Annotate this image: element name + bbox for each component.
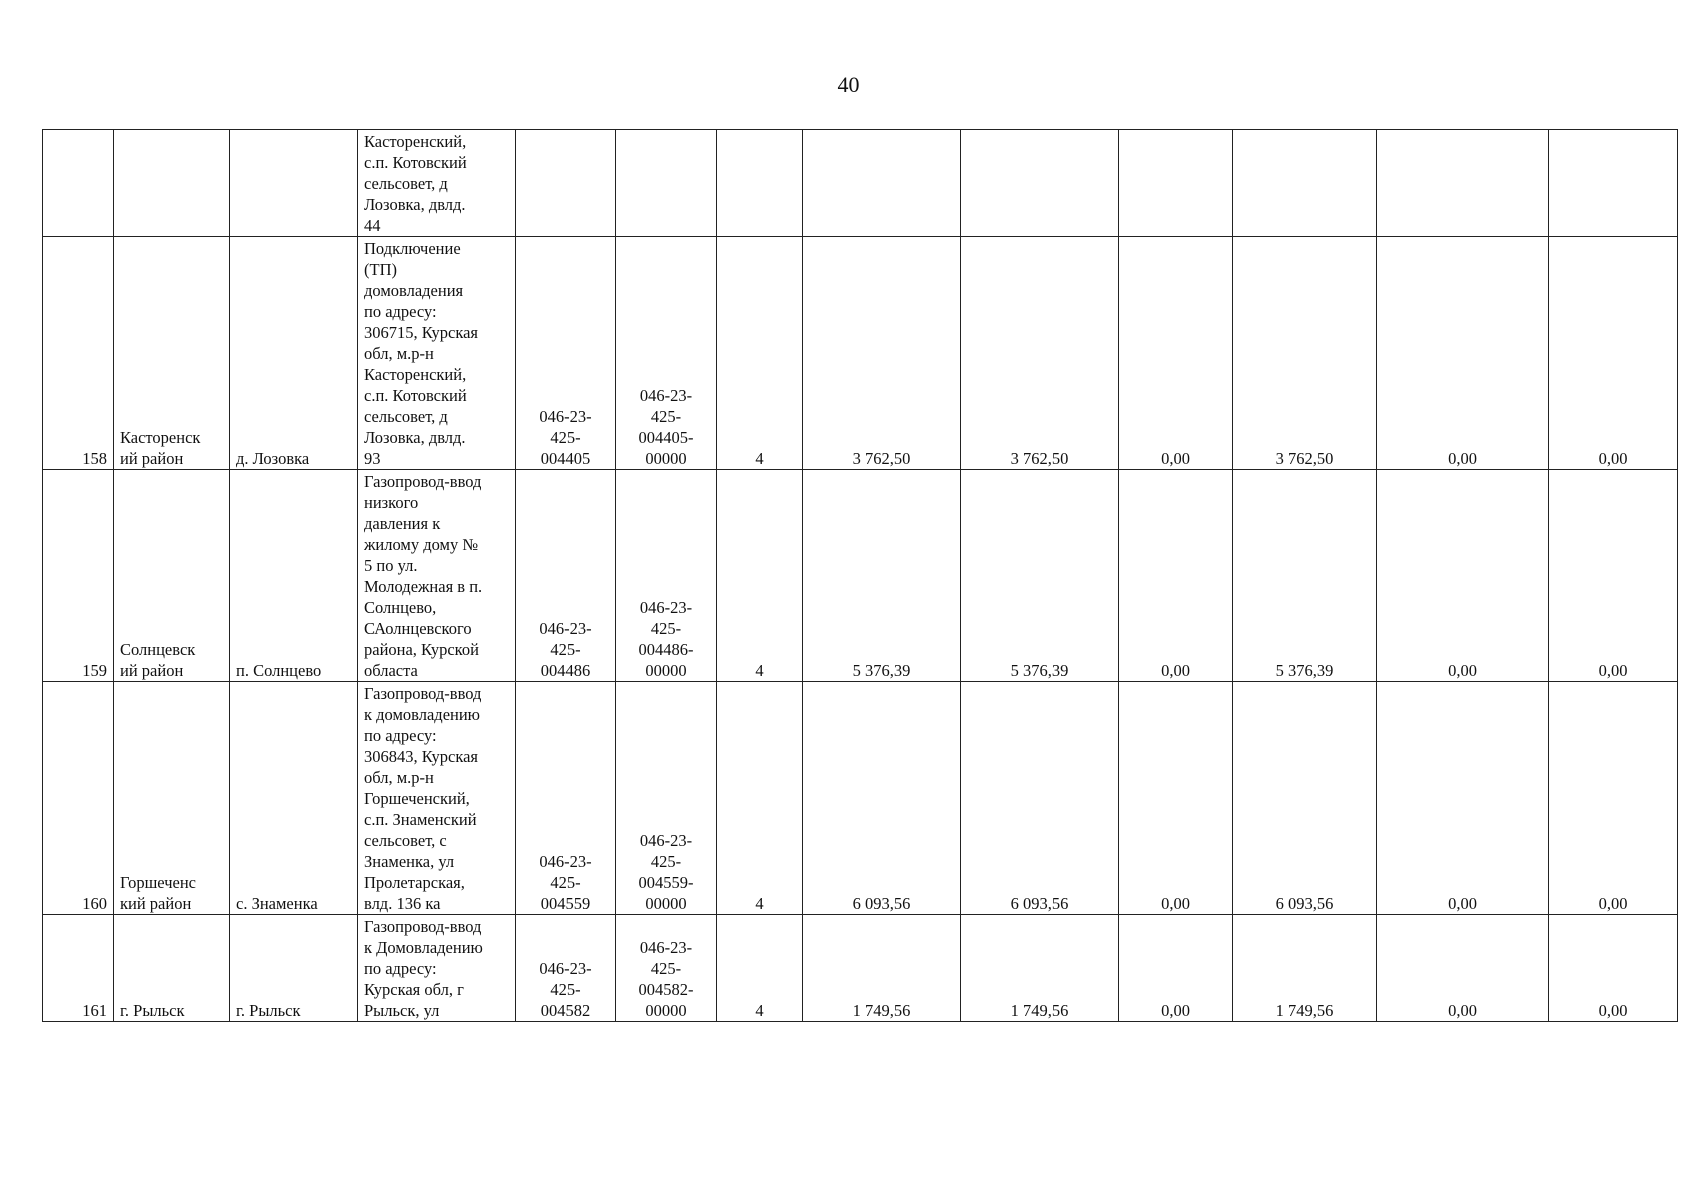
settlement-cell: д. Лозовка bbox=[230, 237, 358, 470]
table-row bbox=[43, 470, 1678, 682]
code-text: 046-23- 425- 004559 bbox=[539, 852, 592, 913]
value-cell: 6 093,56 bbox=[1233, 682, 1377, 915]
value-cell: 5 376,39 bbox=[961, 470, 1119, 682]
code-cell bbox=[516, 237, 616, 470]
district-text: Горшеченс кий район bbox=[120, 873, 196, 913]
value-cell: 6 093,56 bbox=[961, 682, 1119, 915]
full-code-cell bbox=[616, 470, 717, 682]
value-cell: 0,00 bbox=[1119, 470, 1233, 682]
value-cell: 1 749,56 bbox=[803, 915, 961, 1022]
district-cell bbox=[114, 130, 230, 237]
full-code-text: 046-23- 425- 004582- 00000 bbox=[638, 938, 694, 1020]
district-cell bbox=[114, 237, 230, 470]
object-description-cell bbox=[358, 130, 516, 237]
code-text: 046-23- 425- 004486 bbox=[539, 619, 592, 680]
value-cell: 0,00 bbox=[1377, 915, 1549, 1022]
value-cell bbox=[1233, 130, 1377, 237]
full-code-text: 046-23- 425- 004559- 00000 bbox=[638, 831, 694, 913]
object-description-text: Касторенский, с.п. Котовский сельсовет, д Лозовка, двлд. 44 bbox=[364, 132, 467, 235]
district-cell bbox=[114, 915, 230, 1022]
object-description-text: Газопровод-ввод к домовладению по адресу: 306843, Курская обл, м.р-н Горшеченский, с.п. Знаменский сельсовет, с Знаменка, ул Пролетарская, влд. 136 ка bbox=[364, 684, 482, 913]
code-text: 046-23- 425- 004582 bbox=[539, 959, 592, 1020]
full-code-text: 046-23- 425- 004405- 00000 bbox=[638, 386, 694, 468]
full-code-cell bbox=[616, 915, 717, 1022]
value-cell: 0,00 bbox=[1377, 470, 1549, 682]
settlement-cell bbox=[230, 130, 358, 237]
value-cell: 3 762,50 bbox=[803, 237, 961, 470]
object-description-cell bbox=[358, 682, 516, 915]
value-cell: 3 762,50 bbox=[961, 237, 1119, 470]
table-row bbox=[43, 237, 1678, 470]
code-cell bbox=[516, 130, 616, 237]
quantity-cell: 4 bbox=[717, 682, 803, 915]
value-cell: 0,00 bbox=[1377, 682, 1549, 915]
object-description-cell bbox=[358, 915, 516, 1022]
value-cell: 5 376,39 bbox=[1233, 470, 1377, 682]
value-cell bbox=[803, 130, 961, 237]
value-cell: 0,00 bbox=[1119, 915, 1233, 1022]
row-number-cell: 158 bbox=[43, 237, 114, 470]
value-cell: 0,00 bbox=[1549, 915, 1678, 1022]
quantity-cell: 4 bbox=[717, 237, 803, 470]
quantity-cell: 4 bbox=[717, 470, 803, 682]
quantity-cell bbox=[717, 130, 803, 237]
row-number-cell: 161 bbox=[43, 915, 114, 1022]
value-cell bbox=[961, 130, 1119, 237]
district-text: г. Рыльск bbox=[120, 1001, 185, 1020]
code-cell bbox=[516, 470, 616, 682]
value-cell: 0,00 bbox=[1377, 237, 1549, 470]
district-text: Касторенск ий район bbox=[120, 428, 201, 468]
district-cell bbox=[114, 470, 230, 682]
object-description-cell bbox=[358, 470, 516, 682]
settlement-cell: г. Рыльск bbox=[230, 915, 358, 1022]
value-cell bbox=[1377, 130, 1549, 237]
value-cell: 0,00 bbox=[1549, 682, 1678, 915]
district-cell bbox=[114, 682, 230, 915]
value-cell: 1 749,56 bbox=[1233, 915, 1377, 1022]
table-row bbox=[43, 130, 1678, 237]
value-cell: 0,00 bbox=[1119, 237, 1233, 470]
settlement-cell: п. Солнцево bbox=[230, 470, 358, 682]
object-description-text: Газопровод-ввод к Домовладению по адресу: Курская обл, г Рыльск, ул bbox=[364, 917, 483, 1020]
value-cell: 6 093,56 bbox=[803, 682, 961, 915]
value-cell: 0,00 bbox=[1119, 682, 1233, 915]
row-number-cell: 160 bbox=[43, 682, 114, 915]
value-cell: 0,00 bbox=[1549, 470, 1678, 682]
settlement-cell: с. Знаменка bbox=[230, 682, 358, 915]
full-code-text: 046-23- 425- 004486- 00000 bbox=[638, 598, 694, 680]
code-cell bbox=[516, 915, 616, 1022]
value-cell: 0,00 bbox=[1549, 237, 1678, 470]
value-cell: 1 749,56 bbox=[961, 915, 1119, 1022]
row-number-cell: 159 bbox=[43, 470, 114, 682]
quantity-cell: 4 bbox=[717, 915, 803, 1022]
page-number: 40 bbox=[837, 72, 860, 97]
table-row bbox=[43, 915, 1678, 1022]
value-cell bbox=[1119, 130, 1233, 237]
object-description-text: Газопровод-ввод низкого давления к жилому дому № 5 по ул. Молодежная в п. Солнцево, САолнцевского района, Курской областа bbox=[364, 472, 483, 680]
value-cell: 3 762,50 bbox=[1233, 237, 1377, 470]
object-description-cell bbox=[358, 237, 516, 470]
table-row bbox=[43, 682, 1678, 915]
value-cell: 5 376,39 bbox=[803, 470, 961, 682]
objects-table bbox=[42, 129, 1678, 1022]
district-text: Солнцевск ий район bbox=[120, 640, 196, 680]
object-description-text: Подключение (ТП) домовладения по адресу: 306715, Курская обл, м.р-н Касторенский, с.п. Котовский сельсовет, д Лозовка, двлд. 93 bbox=[364, 239, 479, 468]
value-cell bbox=[1549, 130, 1678, 237]
full-code-cell bbox=[616, 237, 717, 470]
code-cell bbox=[516, 682, 616, 915]
full-code-cell bbox=[616, 682, 717, 915]
code-text: 046-23- 425- 004405 bbox=[539, 407, 592, 468]
full-code-cell bbox=[616, 130, 717, 237]
row-number-cell bbox=[43, 130, 114, 237]
